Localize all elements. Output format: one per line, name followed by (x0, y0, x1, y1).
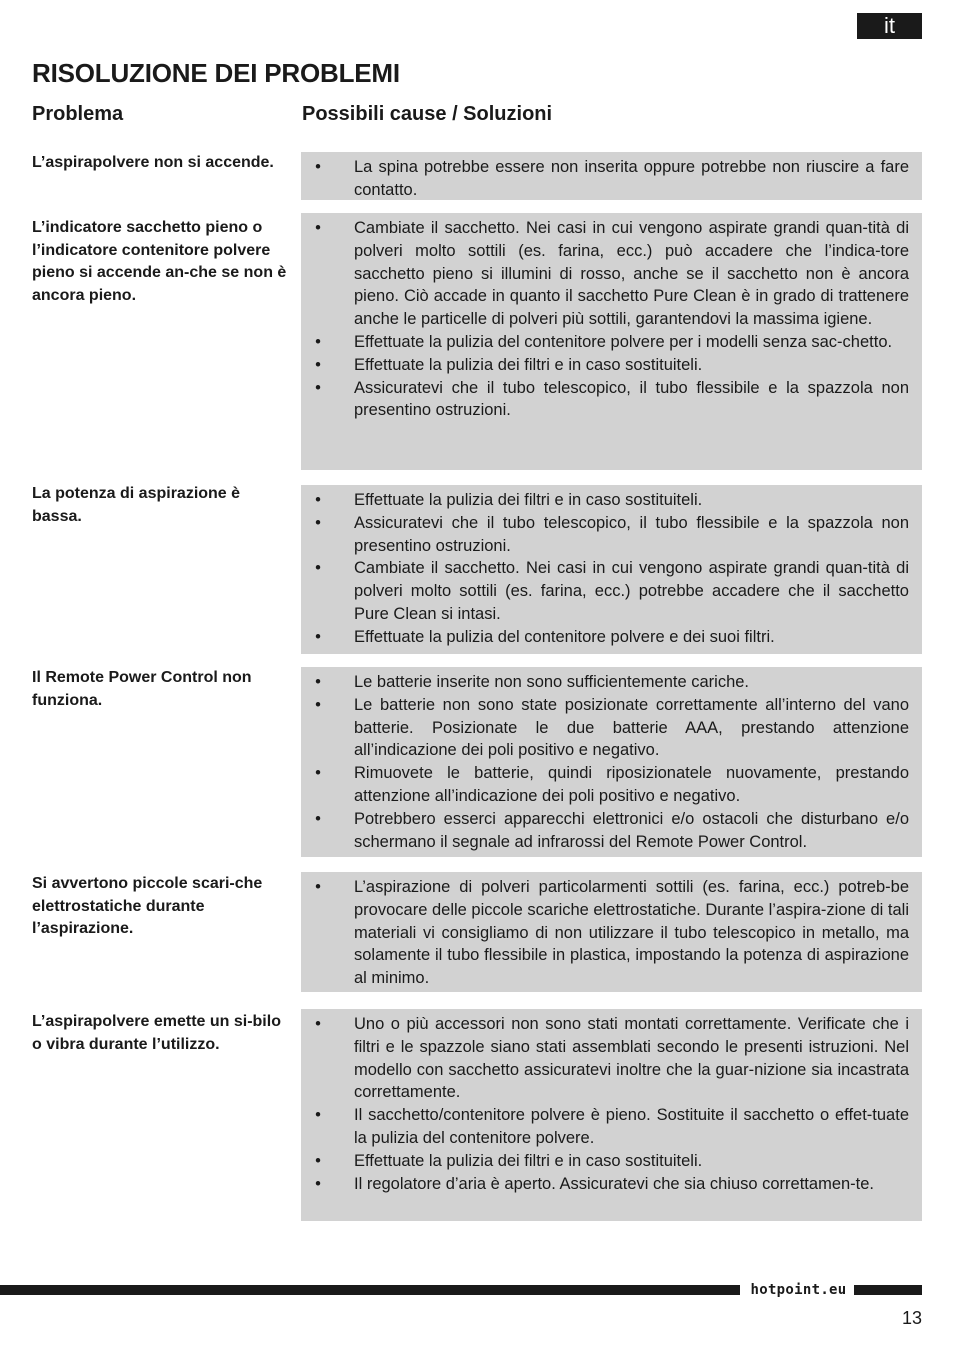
solution-text: Effettuate la pulizia dei filtri e in caso sostituiteli. (354, 1151, 703, 1170)
bullet-icon: • (315, 809, 321, 828)
solution-text: Cambiate il sacchetto. Nei casi in cui vengono aspirate grandi quan-tità di polveri molto sottili (es. farina, ecc.) potrebbe accadere che il sacchetto Pure Clean si intasi. (354, 559, 909, 623)
solution-item (301, 156, 909, 202)
page-title: RISOLUZIONE DEI PROBLEMI (32, 58, 400, 88)
solution-item (301, 1150, 909, 1173)
solutions-list (301, 217, 909, 422)
solution-text: Uno o più accessori non sono stati montati correttamente. Verificate che i filtri e le spazzole siano stati assemblati secondo le presenti istruzioni. Nel modello con sacchetto assicuratevi inoltre che la guar-nizione sia incastrata correttamente. (354, 1015, 909, 1102)
bullet-icon: • (315, 355, 321, 374)
bullet-icon: • (315, 764, 321, 783)
bullet-icon: • (315, 158, 321, 176)
solutions-list (301, 156, 909, 202)
solution-text: Assicuratevi che il tubo telescopico, il tubo flessibile e la spazzola non presentino ostruzioni. (354, 378, 909, 420)
solution-text: La spina potrebbe essere non inserita oppure potrebbe non riuscire a fare contatto. (354, 158, 909, 199)
solution-text: Effettuate la pulizia del contenitore polvere e dei suoi filtri. (354, 627, 775, 646)
footer-rule-left (0, 1285, 740, 1295)
solutions-list (301, 1013, 909, 1195)
solutions-box (301, 152, 922, 200)
solution-item (301, 808, 909, 854)
bullet-icon: • (315, 627, 321, 646)
solution-item (301, 762, 909, 808)
solution-text: Le batterie inserite non sono sufficientemente cariche. (354, 673, 750, 691)
problem-text: Si avvertono piccole scari-che elettrostatiche durante l’aspirazione. (32, 875, 263, 937)
bullet-icon: • (315, 1151, 321, 1170)
solution-text: Rimuovete le batterie, quindi riposizionatele nuovamente, prestando attenzione all’indicazione dei poli positivo e negativo. (354, 764, 909, 805)
problem-text: L’aspirapolvere non si accende. (32, 154, 274, 171)
solution-text: L’aspirazione di polveri particolarmenti sottili (es. farina, ecc.) potreb-be provocare delle piccole scariche elettrostatiche. Durante l’aspira-zione di tali materiali vi consigliamo di non utilizzare il tubo telescopico in metallo, ma solamente il tubo flessibile in plastica, impostando la potenza di aspirazione al minimo. (354, 878, 909, 988)
bullet-icon: • (315, 378, 321, 397)
solution-item (301, 217, 909, 331)
solution-item (301, 489, 909, 512)
solutions-list (301, 489, 909, 649)
solution-text: Il sacchetto/contenitore polvere è pieno. Sostituite il sacchetto o effet-tuate la pulizia del contenitore polvere. (354, 1106, 909, 1147)
problem-text: La potenza di aspirazione è bassa. (32, 485, 241, 525)
solution-item (301, 694, 909, 762)
problem-text: L’aspirapolvere emette un si-bilo o vibra durante l’utilizzo. (32, 1013, 281, 1053)
bullet-icon: • (315, 491, 321, 509)
solutions-list (301, 671, 909, 853)
bullet-icon: • (315, 878, 321, 896)
solution-item (301, 331, 909, 354)
solutions-box (301, 485, 922, 654)
brand-website: hotpoint.eu (750, 1282, 847, 1298)
solution-item (301, 876, 909, 990)
solution-text: Le batterie non sono state posizionate correttamente all’interno del vano batterie. Posizionate le due batterie AAA, prestando attenzione all’indicazione dei poli positivo e negativo. (354, 695, 909, 760)
bullet-icon: • (315, 673, 321, 691)
problem-text: Il Remote Power Control non funziona. (32, 669, 252, 709)
solution-text: Effettuate la pulizia dei filtri e in caso sostituiteli. (354, 491, 703, 509)
bullet-icon: • (315, 513, 321, 532)
bullet-icon: • (315, 1106, 321, 1125)
solutions-list (301, 876, 909, 990)
solution-item (301, 557, 909, 625)
solution-text: Effettuate la pulizia del contenitore polvere per i modelli senza sac-chetto. (354, 332, 893, 351)
solution-text: Potrebbero esserci apparecchi elettronici e/o ostacoli che disturbano e/o schermano il segnale ad infrarossi del Remote Power Control. (354, 809, 909, 851)
problem-column-header: Problema (32, 103, 124, 125)
problem-text: L’indicatore sacchetto pieno o l’indicatore contenitore polvere pieno si accende an-che se non è ancora pieno. (32, 219, 287, 304)
footer-rule-right (854, 1285, 922, 1295)
bullet-icon: • (315, 559, 321, 578)
solution-item (301, 512, 909, 558)
solution-text: Assicuratevi che il tubo telescopico, il tubo flessibile e la spazzola non presentino ostruzioni. (354, 513, 909, 555)
bullet-icon: • (315, 695, 321, 714)
language-tag: it (857, 13, 922, 39)
solution-item (301, 354, 909, 377)
solution-item (301, 1173, 909, 1196)
solution-text: Il regolatore d’aria è aperto. Assicuratevi che sia chiuso correttamen-te. (354, 1174, 875, 1193)
page-number: 13 (901, 1308, 922, 1328)
solution-item (301, 377, 909, 423)
solution-text: Cambiate il sacchetto. Nei casi in cui vengono aspirate grandi quan-tità di polveri molto sottili (es. farina, ecc.) può accadere che l’indica-tore sacchetto pieno si illumini di rosso, anche se il sacchetto non è ancora pieno. Ciò accade in quanto il sacchetto Pure Clean è in grado di trattenere anche le particelle di polveri più sottili, garantendovi la massima igiene. (354, 219, 909, 329)
bullet-icon: • (315, 219, 321, 237)
solution-item (301, 1013, 909, 1104)
bullet-icon: • (315, 1015, 321, 1033)
solutions-box (301, 1009, 922, 1221)
bullet-icon: • (315, 1174, 321, 1193)
solutions-box (301, 667, 922, 857)
solution-item (301, 671, 909, 694)
bullet-icon: • (315, 332, 321, 351)
solutions-box (301, 213, 922, 470)
solutions-box (301, 872, 922, 992)
solution-item (301, 1104, 909, 1150)
solutions-column-header: Possibili cause / Soluzioni (302, 103, 553, 125)
solution-item (301, 626, 909, 649)
solution-text: Effettuate la pulizia dei filtri e in caso sostituiteli. (354, 355, 703, 374)
